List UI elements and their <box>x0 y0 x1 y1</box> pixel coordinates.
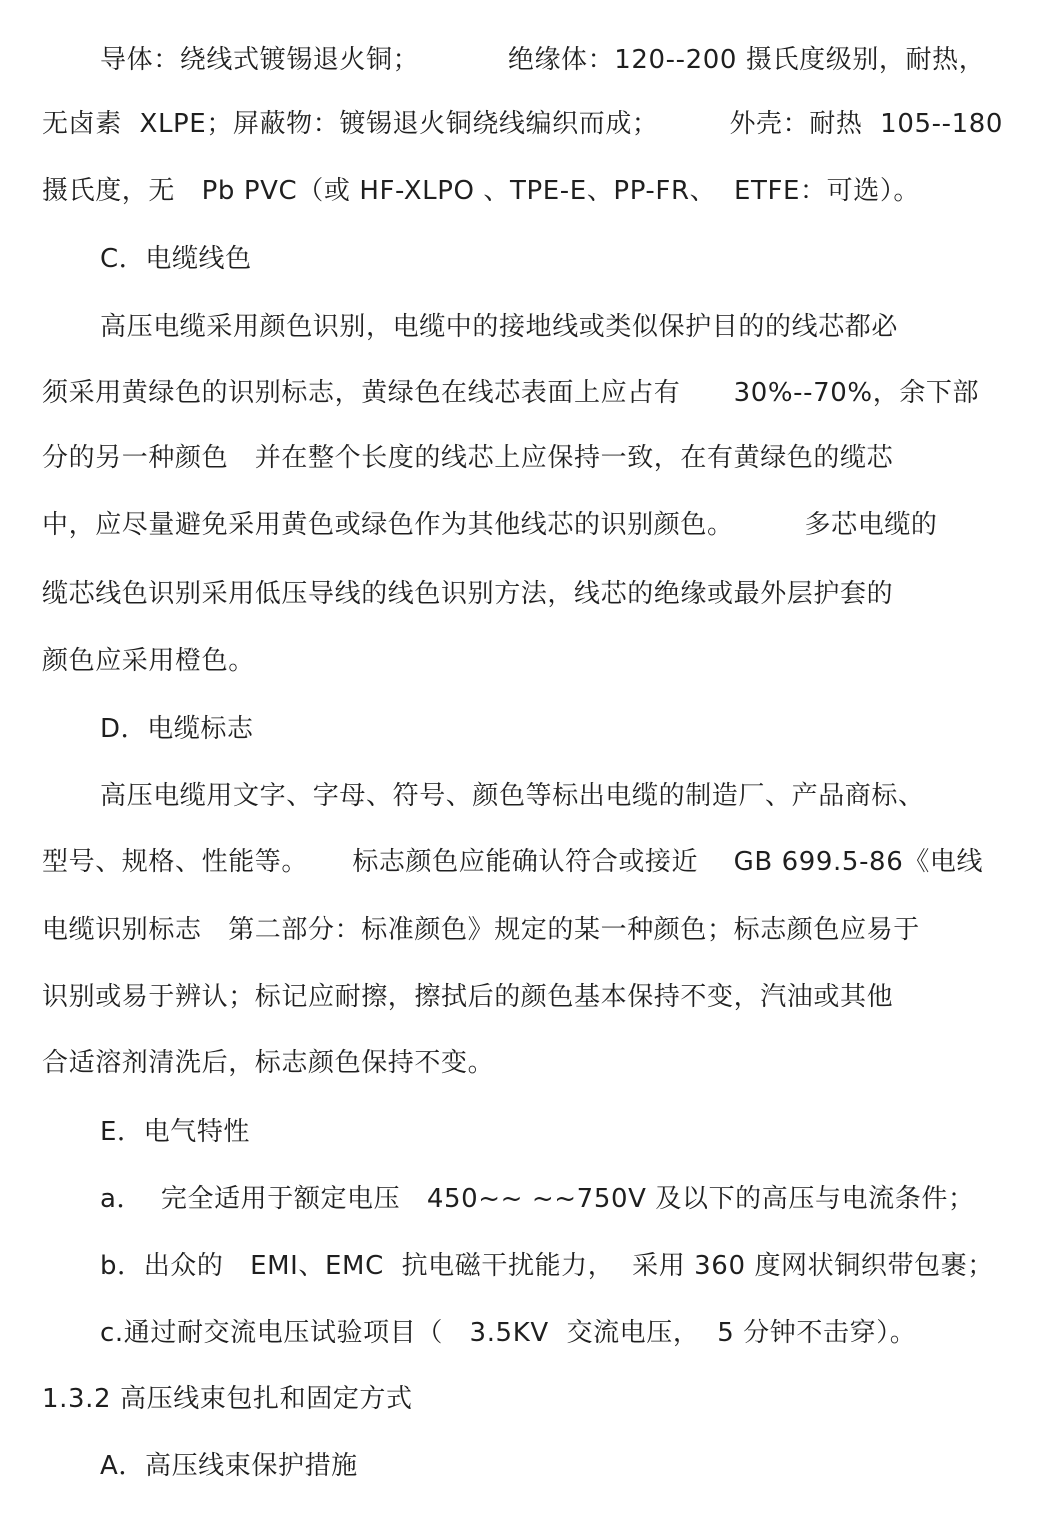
section-heading-1-3-2: 1.3.2 高压线束包扎和固定方式 <box>42 1384 413 1414</box>
text-line-1: 导体：绕线式镀锡退火铜； 绝缘体：120--200 摄氏度级别，耐热， <box>100 45 986 75</box>
text-line-6: 须采用黄绿色的识别标志，黄绿色在线芯表面上应占有 30%--70%，余下部 <box>42 378 980 408</box>
list-item-c: c.通过耐交流电压试验项目（ 3.5KV 交流电压， 5 分钟不击穿）。 <box>100 1318 917 1348</box>
text-line-15: 识别或易于辨认；标记应耐擦，擦拭后的颜色基本保持不变，汽油或其他 <box>42 982 894 1012</box>
section-heading-c: C．电缆线色 <box>100 244 252 274</box>
text-line-16: 合适溶剂清洗后，标志颜色保持不变。 <box>42 1048 495 1078</box>
text-line-8: 中，应尽量避免采用黄色或绿色作为其他线芯的识别颜色。 多芯电缆的 <box>42 510 938 540</box>
subsection-heading-a: A．高压线束保护措施 <box>100 1451 358 1481</box>
text-line-13: 型号、规格、性能等。 标志颜色应能确认符合或接近 GB 699.5-86《电线 <box>42 847 984 877</box>
text-line-5: 高压电缆采用颜色识别，电缆中的接地线或类似保护目的的线芯都必 <box>100 312 899 342</box>
list-item-b: b．出众的 EMI、EMC 抗电磁干扰能力， 采用 360 度网状铜织带包裹； <box>100 1251 994 1281</box>
text-line-9: 缆芯线色识别采用低压导线的线色识别方法，线芯的绝缘或最外层护套的 <box>42 579 894 609</box>
section-heading-e: E．电气特性 <box>100 1117 251 1147</box>
text-line-12: 高压电缆用文字、字母、符号、颜色等标出电缆的制造厂、产品商标、 <box>100 781 925 811</box>
text-line-7: 分的另一种颜色 并在整个长度的线芯上应保持一致，在有黄绿色的缆芯 <box>42 443 894 473</box>
list-item-a: a． 完全适用于额定电压 450~~ ~~750V 及以下的高压与电流条件； <box>100 1184 975 1214</box>
text-line-2: 无卤素 XLPE；屏蔽物：镀锡退火铜绕线编织而成； 外壳：耐热 105--180 <box>42 109 1003 139</box>
text-line-10: 颜色应采用橙色。 <box>42 646 255 676</box>
text-line-14: 电缆识别标志 第二部分：标准颜色》规定的某一种颜色；标志颜色应易于 <box>42 915 920 945</box>
text-line-3: 摄氏度，无 Pb PVC（或 HF-XLPO 、TPE-E、PP-FR、 ETFE：可选）。 <box>42 176 921 206</box>
section-heading-d: D．电缆标志 <box>100 714 254 744</box>
